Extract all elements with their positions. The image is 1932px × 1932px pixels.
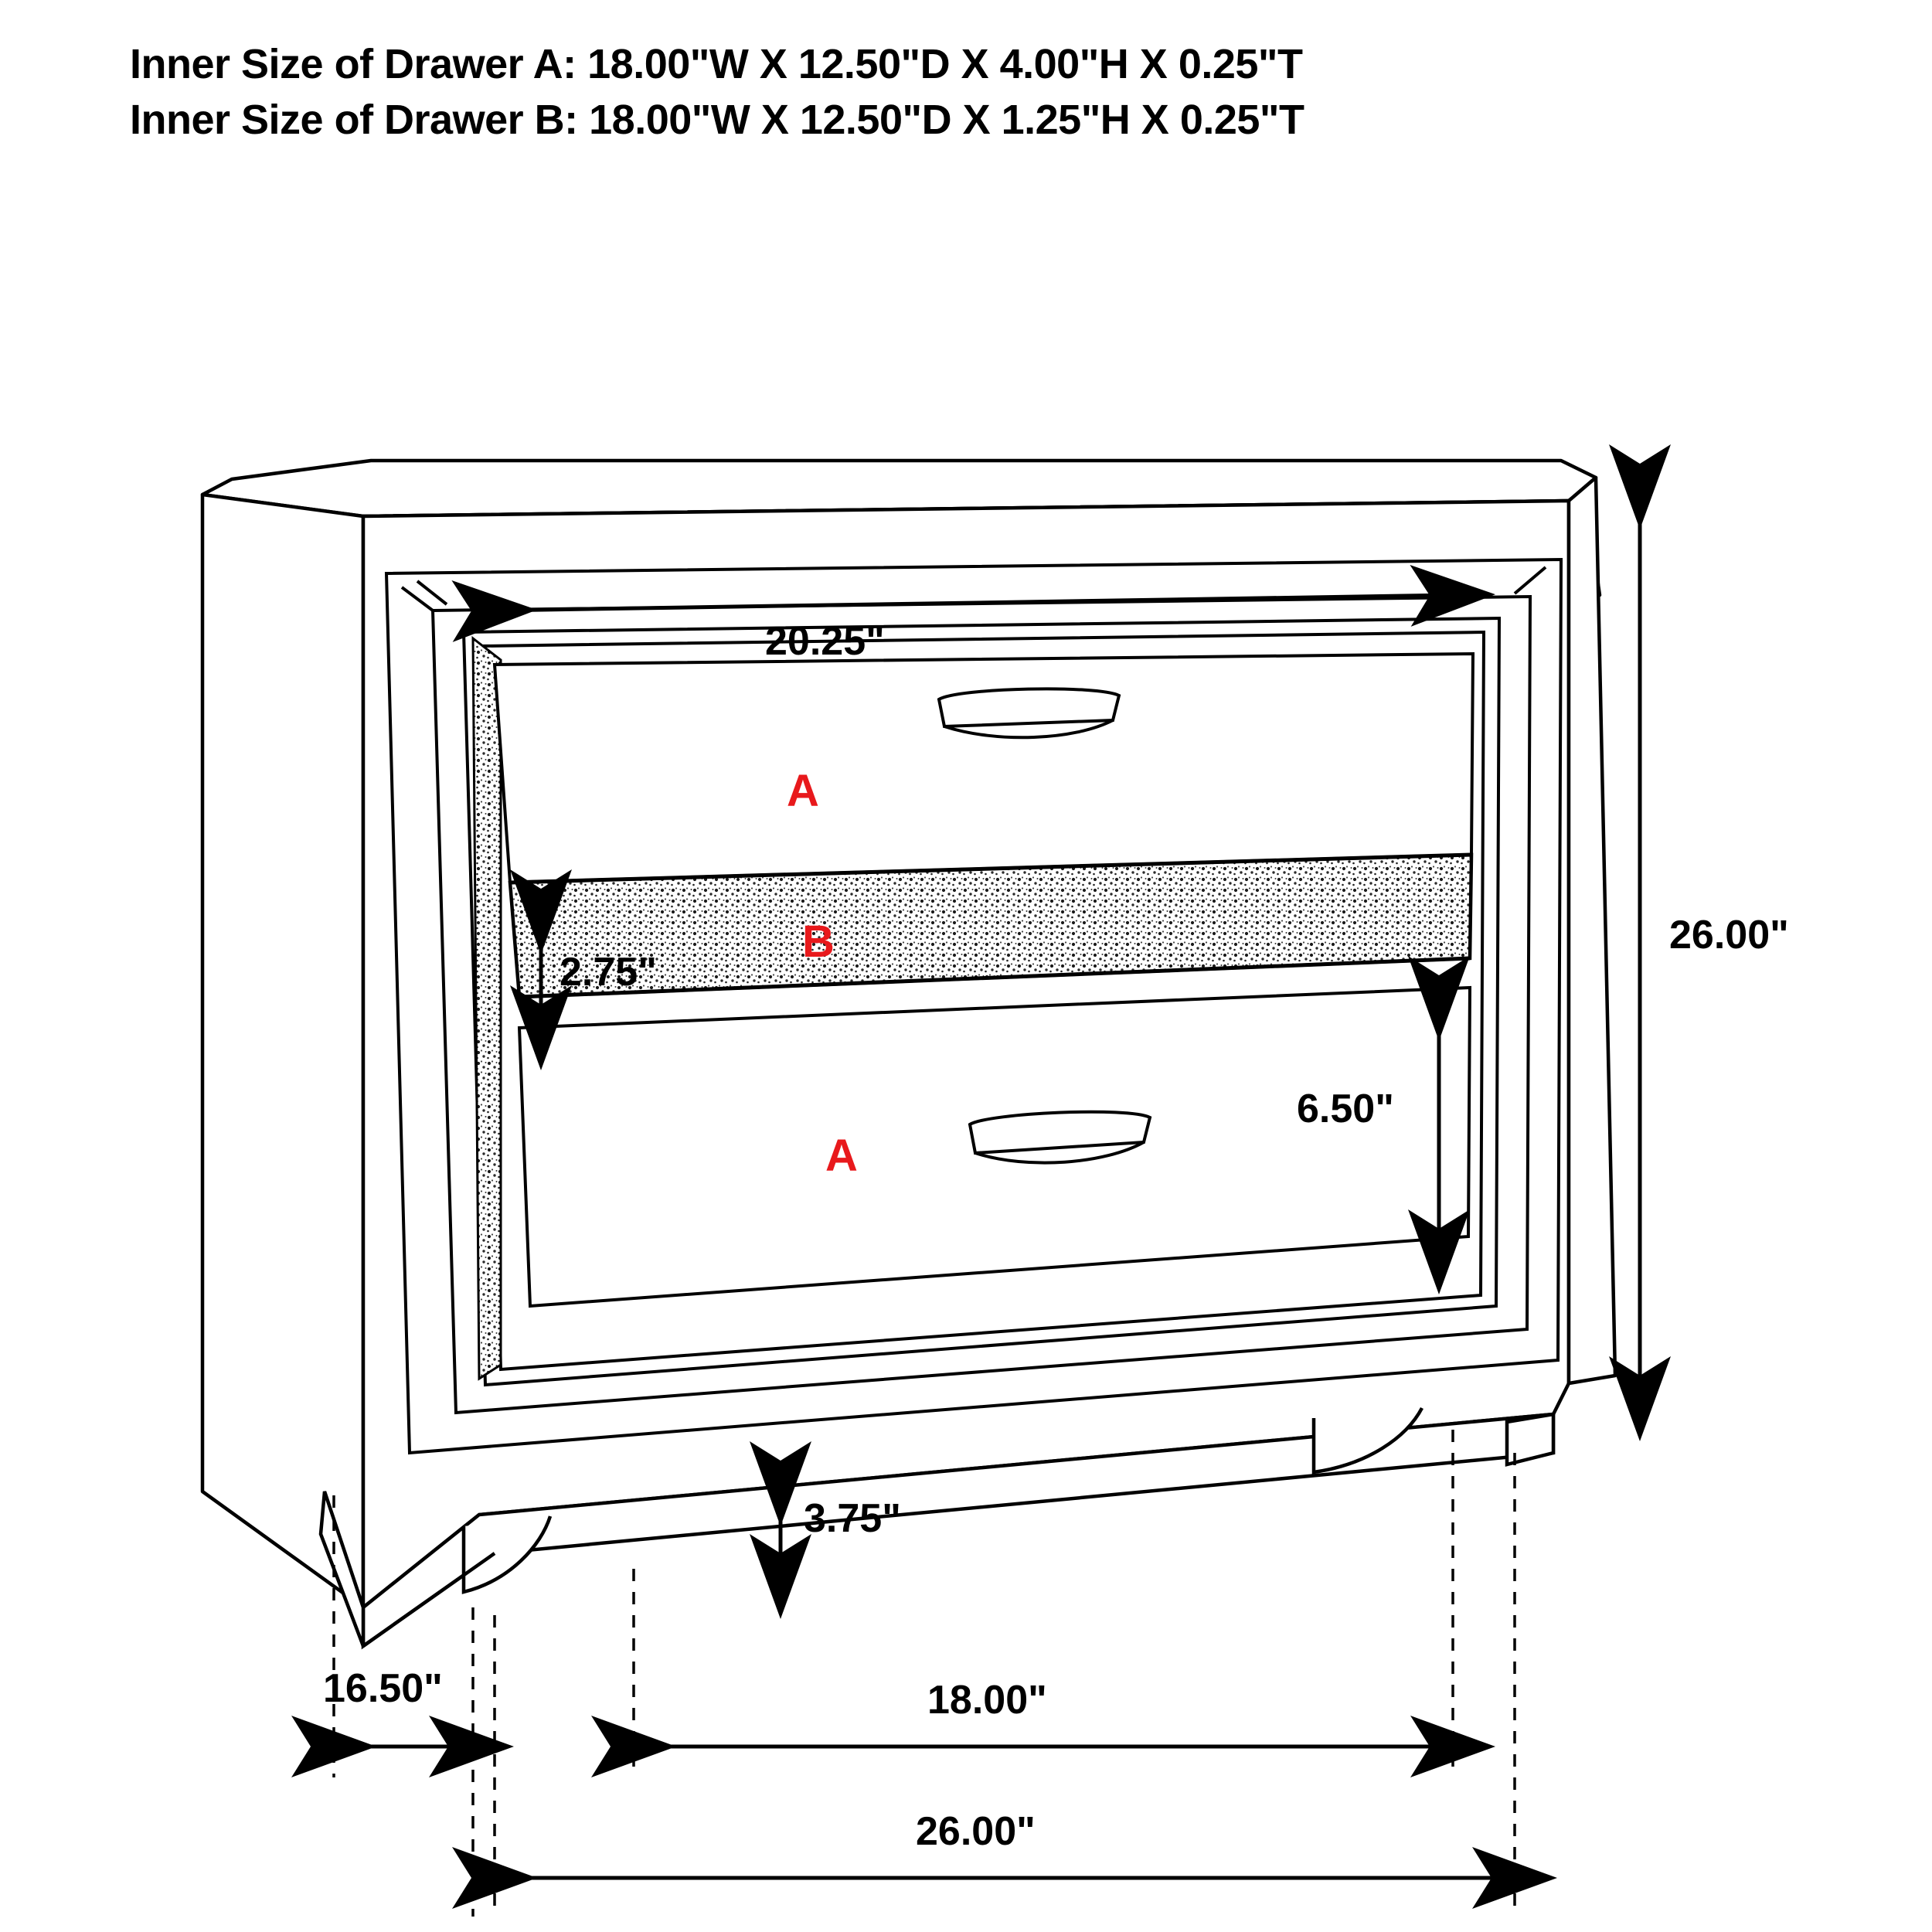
drawer-a-top [495,654,1473,883]
dim-bottom-drawer-height: 6.50" [1297,1087,1394,1131]
callout-drawer-a-bottom: A [825,1131,858,1181]
dim-leg-height: 3.75" [804,1496,901,1541]
dim-side-depth: 16.50" [323,1666,443,1711]
header-line-drawer-a: Inner Size of Drawer A: 18.00"W X 12.50"D X 4.00"H X 0.25"T [130,41,1303,87]
dim-overall-width: 26.00" [916,1809,1036,1854]
dim-overall-height: 26.00" [1669,913,1789,957]
dim-top-drawer-width: 20.25" [765,619,885,664]
callout-drawer-a-top: A [787,766,819,816]
dim-drawer-b-height: 2.75" [560,950,657,995]
callout-drawer-b: B [802,917,835,967]
dim-inner-base-width: 18.00" [927,1678,1047,1723]
header-line-drawer-b: Inner Size of Drawer B: 18.00"W X 12.50"D X 1.25"H X 0.25"T [130,96,1304,143]
